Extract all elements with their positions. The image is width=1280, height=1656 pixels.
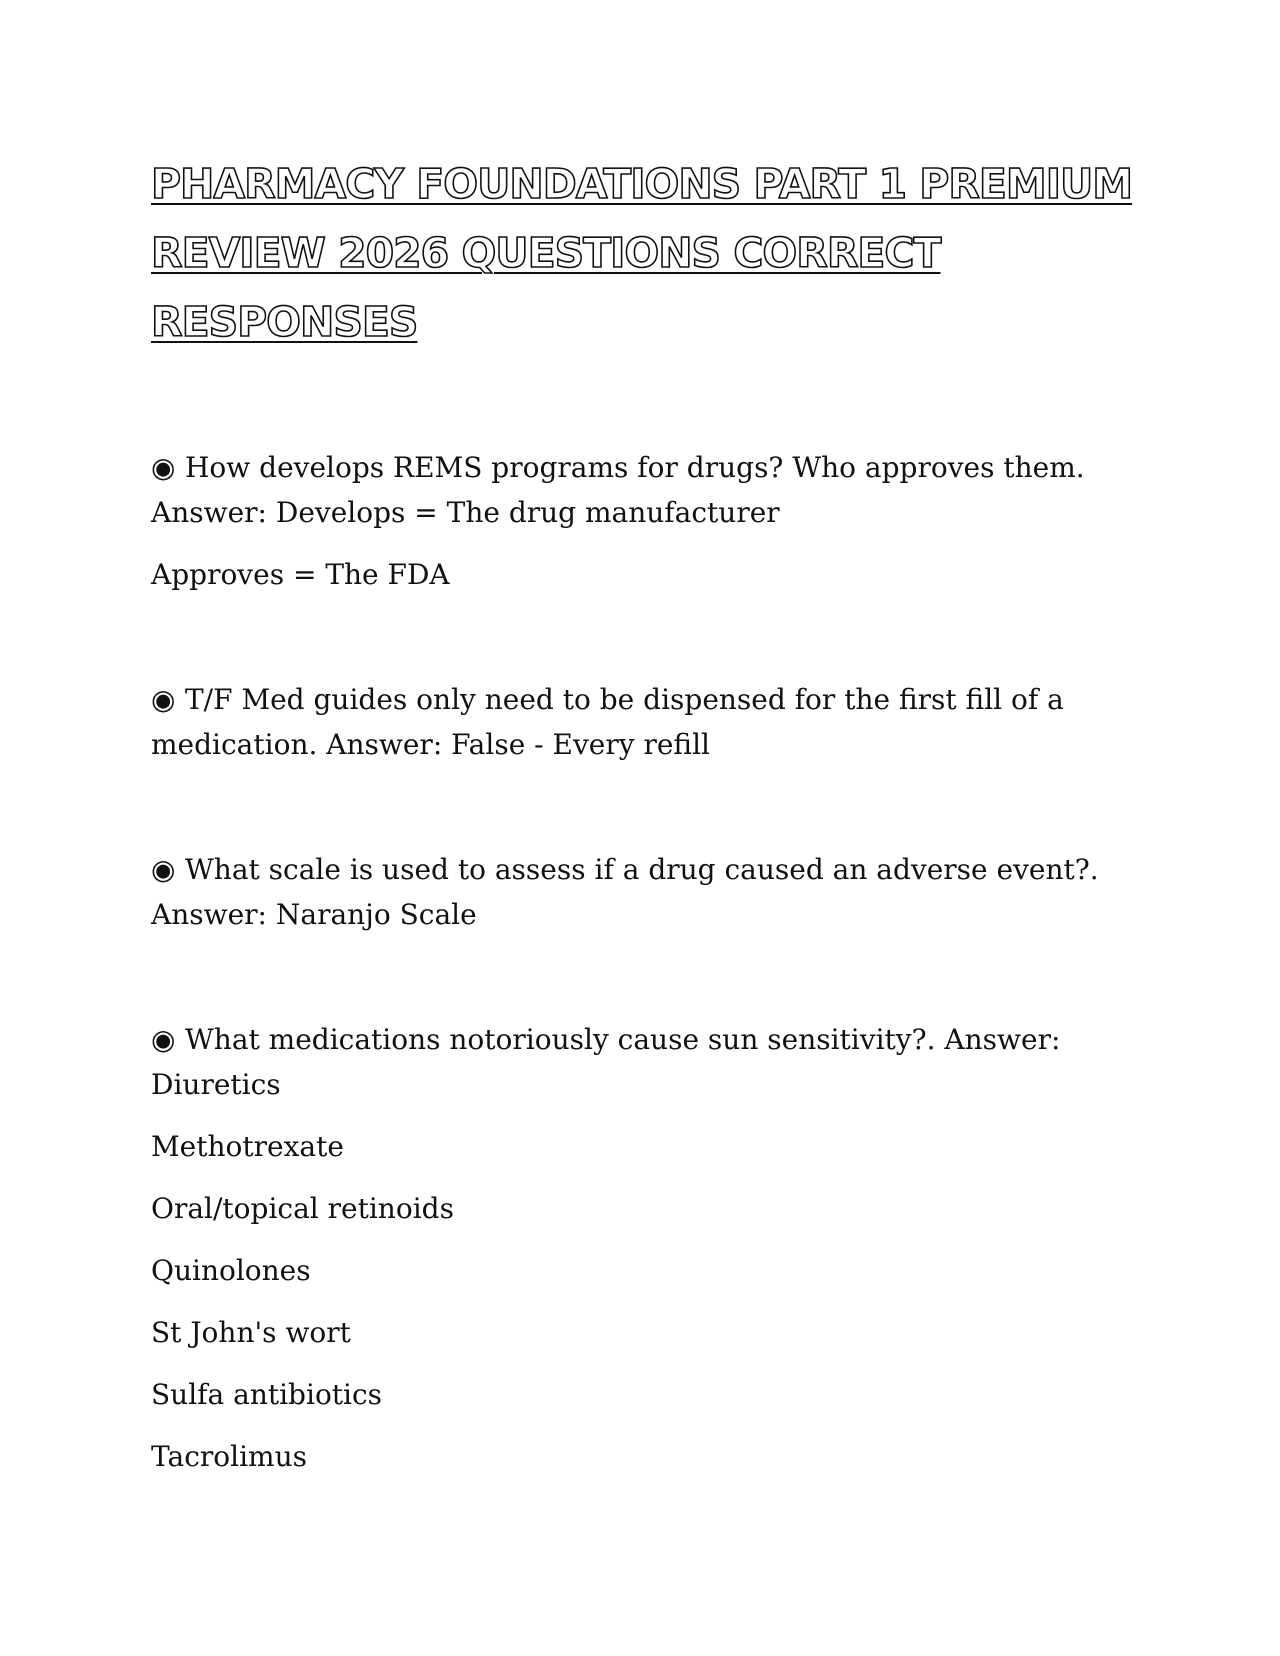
question-line: How develops REMS programs for drugs? Who approves them. [185, 451, 1085, 484]
question-line: What medications notoriously cause sun sensitivity?. Answer: [185, 1023, 1061, 1056]
question-list [151, 445, 1111, 1479]
answer-line: Diuretics [151, 1068, 281, 1101]
question-text [151, 445, 1111, 535]
bullet-icon: ◉ [151, 1023, 176, 1056]
answer-extra: Quinolones [151, 1254, 311, 1287]
document-title [151, 150, 1133, 357]
title-line: PHARMACY FOUNDATIONS PART 1 PREMIUM [151, 160, 1133, 208]
answer-extra: Sulfa antibiotics [151, 1378, 383, 1411]
answer-extra: Oral/topical retinoids [151, 1192, 454, 1225]
question-text [151, 847, 1111, 937]
bullet-icon: ◉ [151, 451, 176, 484]
question-text [151, 1017, 1111, 1107]
answer-line: Answer: Naranjo Scale [151, 898, 477, 931]
question-line: T/F Med guides only need to be dispensed for the first fill of a [185, 683, 1064, 716]
question-item [151, 445, 1111, 597]
answer-extra: St John's wort [151, 1316, 351, 1349]
question-item [151, 847, 1111, 937]
title-line: RESPONSES [151, 298, 418, 346]
question-text [151, 677, 1111, 767]
question-item [151, 1017, 1111, 1479]
answer-extra: Tacrolimus [151, 1440, 307, 1473]
bullet-icon: ◉ [151, 853, 176, 886]
question-item [151, 677, 1111, 767]
title-line: REVIEW 2026 QUESTIONS CORRECT [151, 229, 941, 277]
question-line: What scale is used to assess if a drug caused an adverse event?. [185, 853, 1099, 886]
bullet-icon: ◉ [151, 683, 176, 716]
answer-extra: Methotrexate [151, 1130, 344, 1163]
document-page [151, 150, 1133, 1559]
answer-extra: Approves = The FDA [151, 558, 450, 591]
answer-line: Answer: Develops = The drug manufacturer [151, 496, 780, 529]
answer-line: medication. Answer: False - Every refill [151, 728, 711, 761]
